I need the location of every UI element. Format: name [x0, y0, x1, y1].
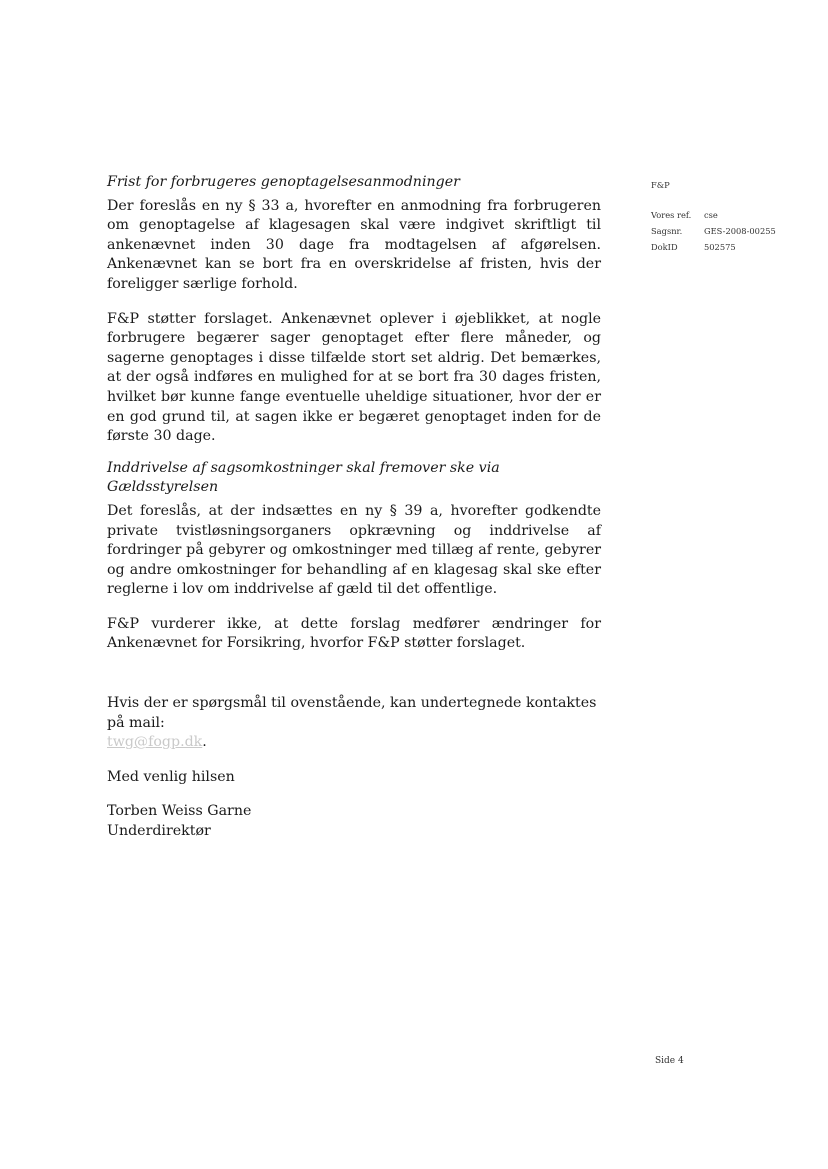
reference-value: cse	[704, 210, 718, 220]
case-number-label: Sagsnr.	[651, 226, 683, 236]
paragraph-deadline-support: F&P støtter forslaget. Ankenævnet oplever i øjeblikket, at nogle forbrugere begærer sager genoptaget efter flere måneder, og sagerne genoptages i disse tilfælde stort set aldrig. Det bemærkes, at der også indføres en mulighed for at se bort fra 30 dages fristen, hvilket bør kunne fange eventuelle uheldige situationer, hvor der er en god grund til, at sagen ikke er begæret genoptaget inden for de første 30 dage.	[107, 310, 601, 445]
doc-id-value: 502575	[704, 242, 736, 252]
signatory-title: Underdirektør	[107, 823, 211, 840]
doc-id-label: DokID	[651, 242, 678, 252]
doc-id-row	[651, 241, 801, 253]
signature-block	[107, 802, 601, 841]
case-number-row	[651, 225, 801, 237]
section-heading-deadline: Frist for forbrugeres genoptagelsesanmodninger	[107, 174, 460, 190]
email-suffix: .	[202, 734, 207, 751]
email-link[interactable]: twg@fogp.dk	[107, 734, 203, 751]
greeting: Med venlig hilsen	[107, 768, 235, 785]
reference-row	[651, 209, 801, 221]
case-number-value: GES-2008-00255	[704, 226, 776, 236]
contact-text: Hvis der er spørgsmål til ovenstående, kan undertegnede kontaktes på mail:	[107, 695, 597, 731]
paragraph-collection-assessment: F&P vurderer ikke, at dette forslag medfører ændringer for Ankenævnet for Forsikring, hvorfor F&P støtter forslaget.	[107, 615, 601, 652]
contact-block	[107, 694, 601, 753]
signatory-name: Torben Weiss Garne	[107, 803, 252, 820]
reference-sidebar	[651, 179, 801, 257]
page-number: Side 4	[655, 1056, 684, 1066]
section-heading-collection: Inddrivelse af sagsomkostninger skal fremover ske via Gældsstyrelsen	[107, 459, 500, 496]
reference-label: Vores ref.	[651, 210, 692, 220]
paragraph-collection-proposal: Det foreslås, at der indsættes en ny § 39 a, hvorefter godkendte private tvistløsningsorganers opkrævning og inddrivelse af fordringer på gebyrer og omkostninger med tillæg af rente, gebyrer og andre omkostninger for behandling af en klagesag skal ske efter reglerne i lov om inddrivelse af gæld til det offentlige.	[107, 502, 601, 598]
sidebar-company: F&P	[651, 180, 670, 190]
letter-body	[107, 173, 601, 842]
paragraph-deadline-proposal: Der foreslås en ny § 33 a, hvorefter en anmodning fra forbrugeren om genoptagelse af klagesagen skal være indgivet skriftligt til ankenævnet inden 30 dage fra modtagelsen af afgørelsen. Ankenævnet kan se bort fra en overskridelse af fristen, hvis der foreligger særlige forhold.	[107, 197, 601, 292]
